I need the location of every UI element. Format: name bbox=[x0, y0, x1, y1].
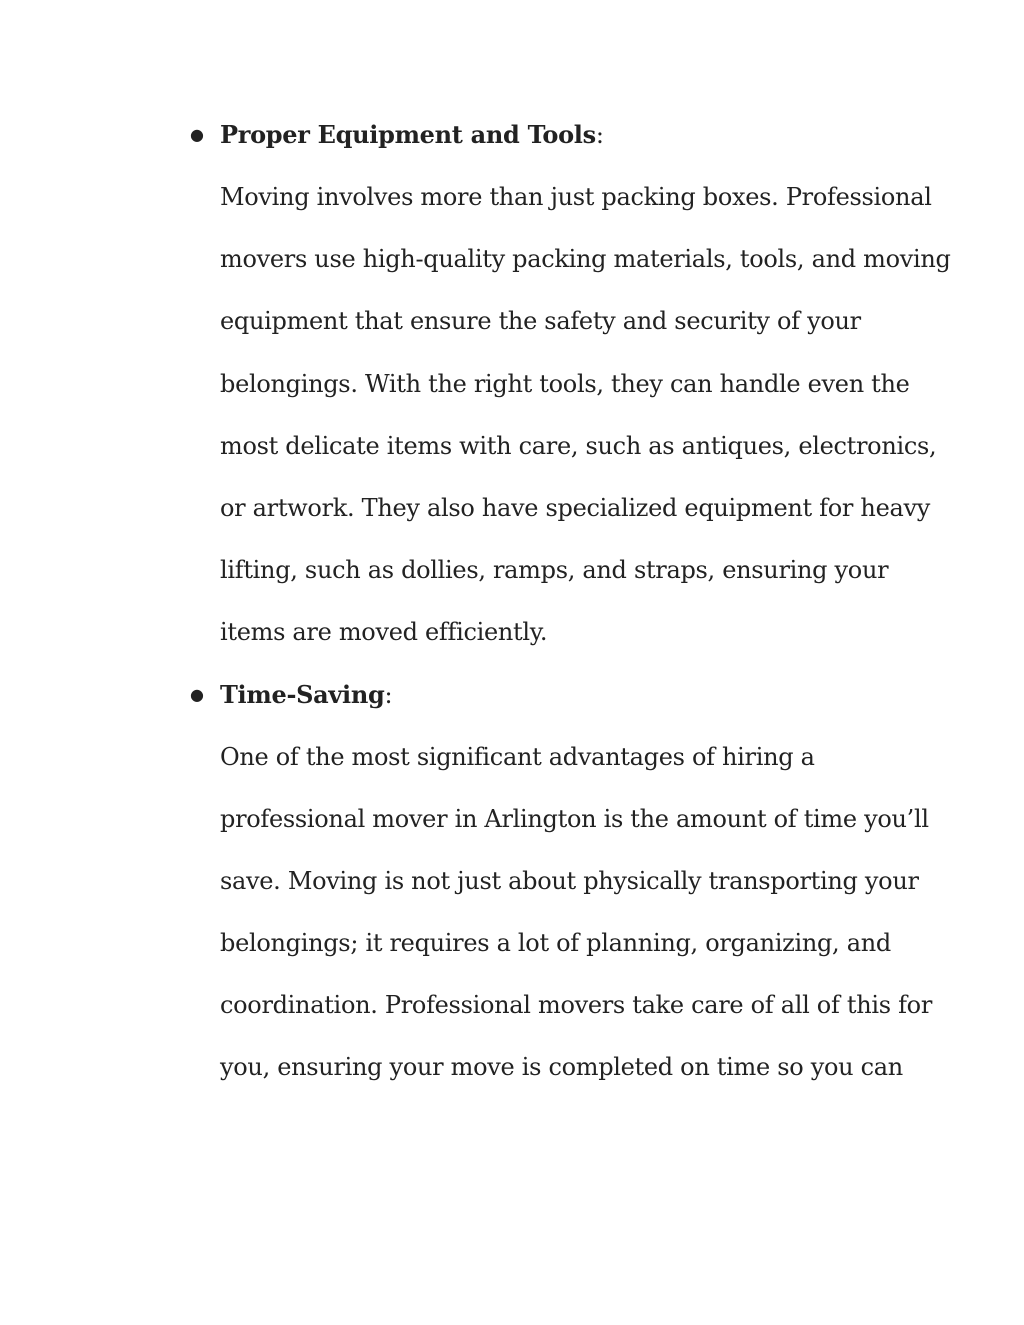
paragraph-line: Moving involves more than just packing boxes. Professional bbox=[220, 183, 932, 211]
heading-colon: : bbox=[595, 121, 604, 149]
list-item-proper-equipment bbox=[190, 104, 951, 664]
paragraph-line: equipment that ensure the safety and security of your bbox=[220, 307, 861, 336]
section-heading: Proper Equipment and Tools bbox=[220, 120, 596, 149]
bullet-icon: ● bbox=[190, 125, 204, 144]
paragraph-line: belongings; it requires a lot of planning, organizing, and bbox=[220, 929, 891, 958]
paragraph-line: coordination. Professional movers take care of all of this for bbox=[220, 991, 932, 1020]
list-item-heading-line bbox=[190, 664, 920, 726]
paragraph-line: most delicate items with care, such as antiques, electronics, bbox=[220, 431, 937, 460]
section-heading: Time-Saving bbox=[220, 679, 385, 709]
paragraph-line: you, ensuring your move is completed on time so you can bbox=[220, 1053, 903, 1082]
paragraph-line: movers use high-quality packing materials, tools, and moving bbox=[220, 245, 951, 274]
paragraph-line: save. Moving is not just about physically transporting your bbox=[220, 866, 919, 895]
paragraph-line: lifting, such as dollies, ramps, and straps, ensuring your bbox=[220, 556, 889, 585]
paragraph-line: One of the most significant advantages of hiring a bbox=[220, 742, 815, 771]
bullet-icon: ● bbox=[190, 684, 204, 704]
heading-colon: : bbox=[384, 680, 393, 709]
paragraph-line: belongings. With the right tools, they can handle even the bbox=[220, 369, 910, 398]
list-item-heading-line bbox=[190, 104, 920, 166]
list-item-time-saving bbox=[190, 664, 932, 1099]
document-body bbox=[190, 104, 951, 1099]
paragraph-line: or artwork. They also have specialized equipment for heavy bbox=[220, 493, 931, 522]
paragraph-line: items are moved efficiently. bbox=[220, 618, 548, 647]
paragraph-line: professional mover in Arlington is the amount of time you’ll bbox=[220, 804, 929, 833]
